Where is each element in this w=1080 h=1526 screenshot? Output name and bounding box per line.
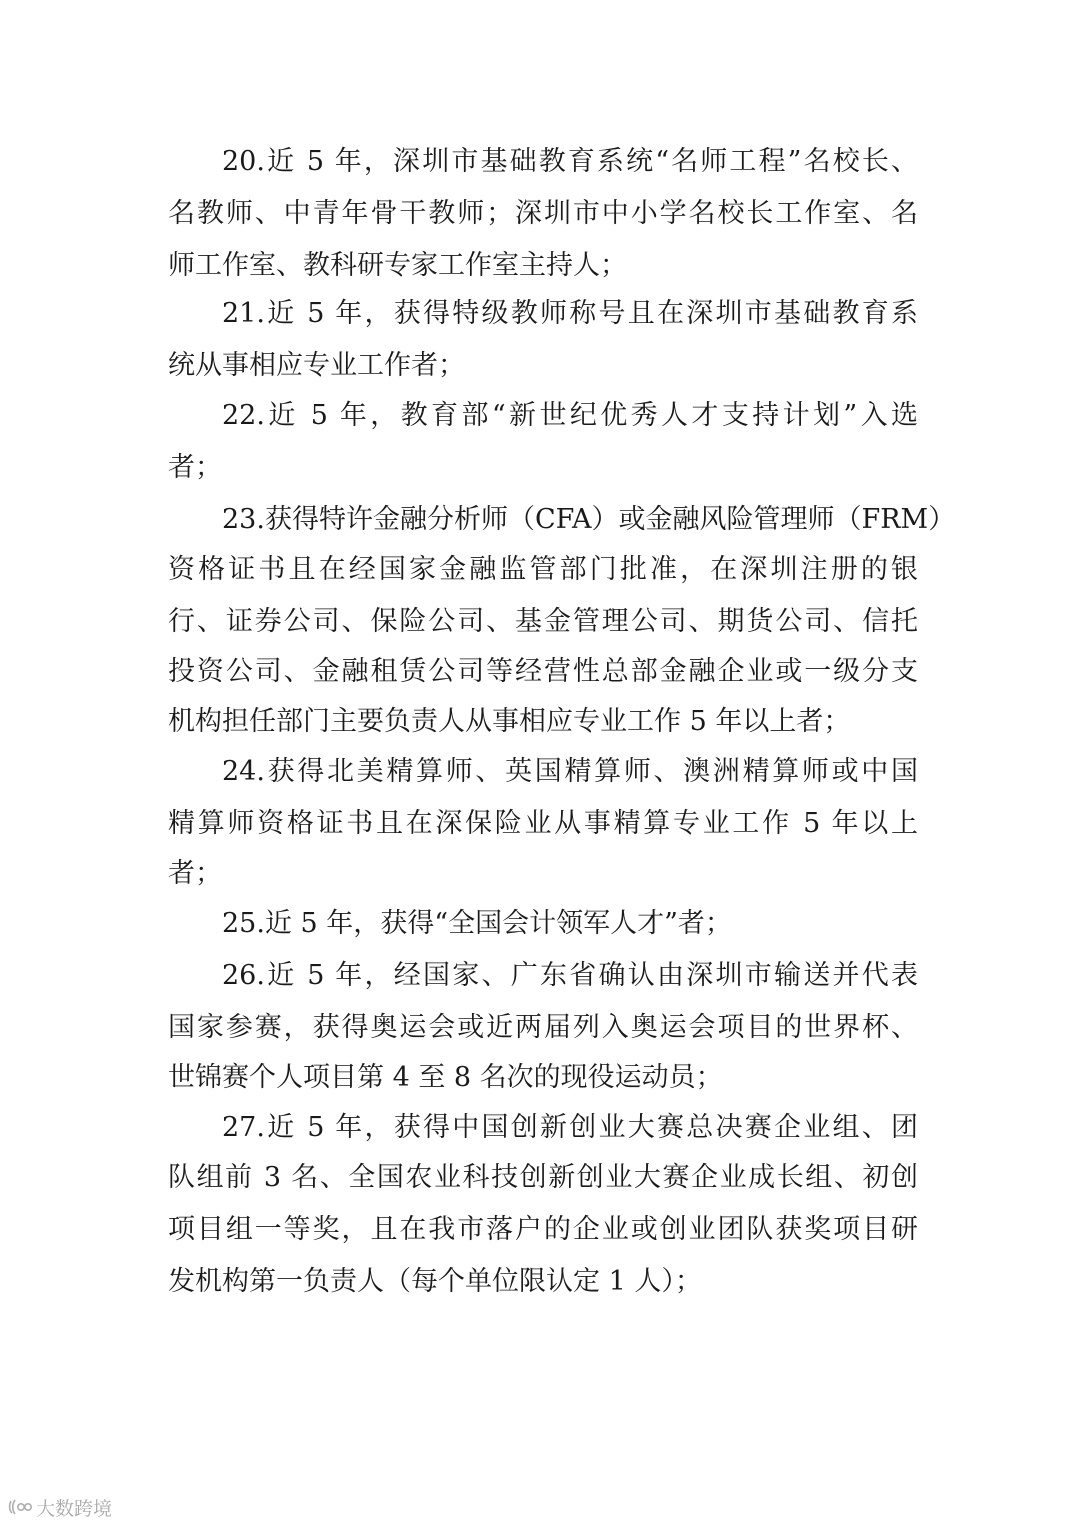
item-27-line-1: 27.近 5 年，获得中国创新创业大赛总决赛企业组、团 bbox=[222, 1112, 918, 1143]
item-21-line-1: 21.近 5 年，获得特级教师称号且在深圳市基础教育系 bbox=[222, 298, 918, 329]
item-23-line-2: 资格证书且在经国家金融监管部门批准，在深圳注册的银 bbox=[168, 554, 918, 585]
item-25-line-1: 25.近 5 年，获得“全国会计领军人才”者； bbox=[222, 908, 732, 939]
item-20-line-2: 名教师、中青年骨干教师；深圳市中小学名校长工作室、名 bbox=[168, 198, 918, 229]
item-26-line-3: 世锦赛个人项目第 4 至 8 名次的现役运动员； bbox=[168, 1062, 723, 1093]
item-23-line-3: 行、证券公司、保险公司、基金管理公司、期货公司、信托 bbox=[168, 606, 918, 637]
item-26-line-1: 26.近 5 年，经国家、广东省确认由深圳市输送并代表 bbox=[222, 960, 918, 991]
item-20-line-1: 20.近 5 年，深圳市基础教育系统“名师工程”名校长、 bbox=[222, 146, 918, 177]
item-24-line-2: 精算师资格证书且在深保险业从事精算专业工作 5 年以上 bbox=[168, 808, 918, 839]
item-23-line-5: 机构担任部门主要负责人从事相应专业工作 5 年以上者； bbox=[168, 706, 851, 737]
watermark-logo-icon bbox=[8, 1497, 32, 1517]
watermark-text: 大数跨境 bbox=[36, 1497, 113, 1520]
item-27-line-4: 发机构第一负责人（每个单位限认定 1 人）； bbox=[168, 1266, 702, 1297]
item-22-line-1: 22.近 5 年，教育部“新世纪优秀人才支持计划”入选 bbox=[222, 400, 918, 431]
item-24-line-3: 者； bbox=[168, 858, 222, 889]
item-24-line-1: 24.获得北美精算师、英国精算师、澳洲精算师或中国 bbox=[222, 756, 918, 787]
item-23-line-4: 投资公司、金融租赁公司等经营性总部金融企业或一级分支 bbox=[168, 656, 918, 687]
item-22-line-2: 者； bbox=[168, 452, 222, 483]
item-21-line-2: 统从事相应专业工作者； bbox=[168, 350, 465, 381]
item-20-line-3: 师工作室、教科研专家工作室主持人； bbox=[168, 250, 627, 281]
item-27-line-3: 项目组一等奖，且在我市落户的企业或创业团队获奖项目研 bbox=[168, 1214, 918, 1245]
watermark bbox=[8, 1494, 112, 1520]
item-23-line-1: 23.获得特许金融分析师（CFA）或金融风险管理师（FRM） bbox=[222, 504, 956, 535]
item-26-line-2: 国家参赛，获得奥运会或近两届列入奥运会项目的世界杯、 bbox=[168, 1012, 918, 1043]
item-27-line-2: 队组前 3 名、全国农业科技创新创业大赛企业成长组、初创 bbox=[168, 1162, 918, 1193]
